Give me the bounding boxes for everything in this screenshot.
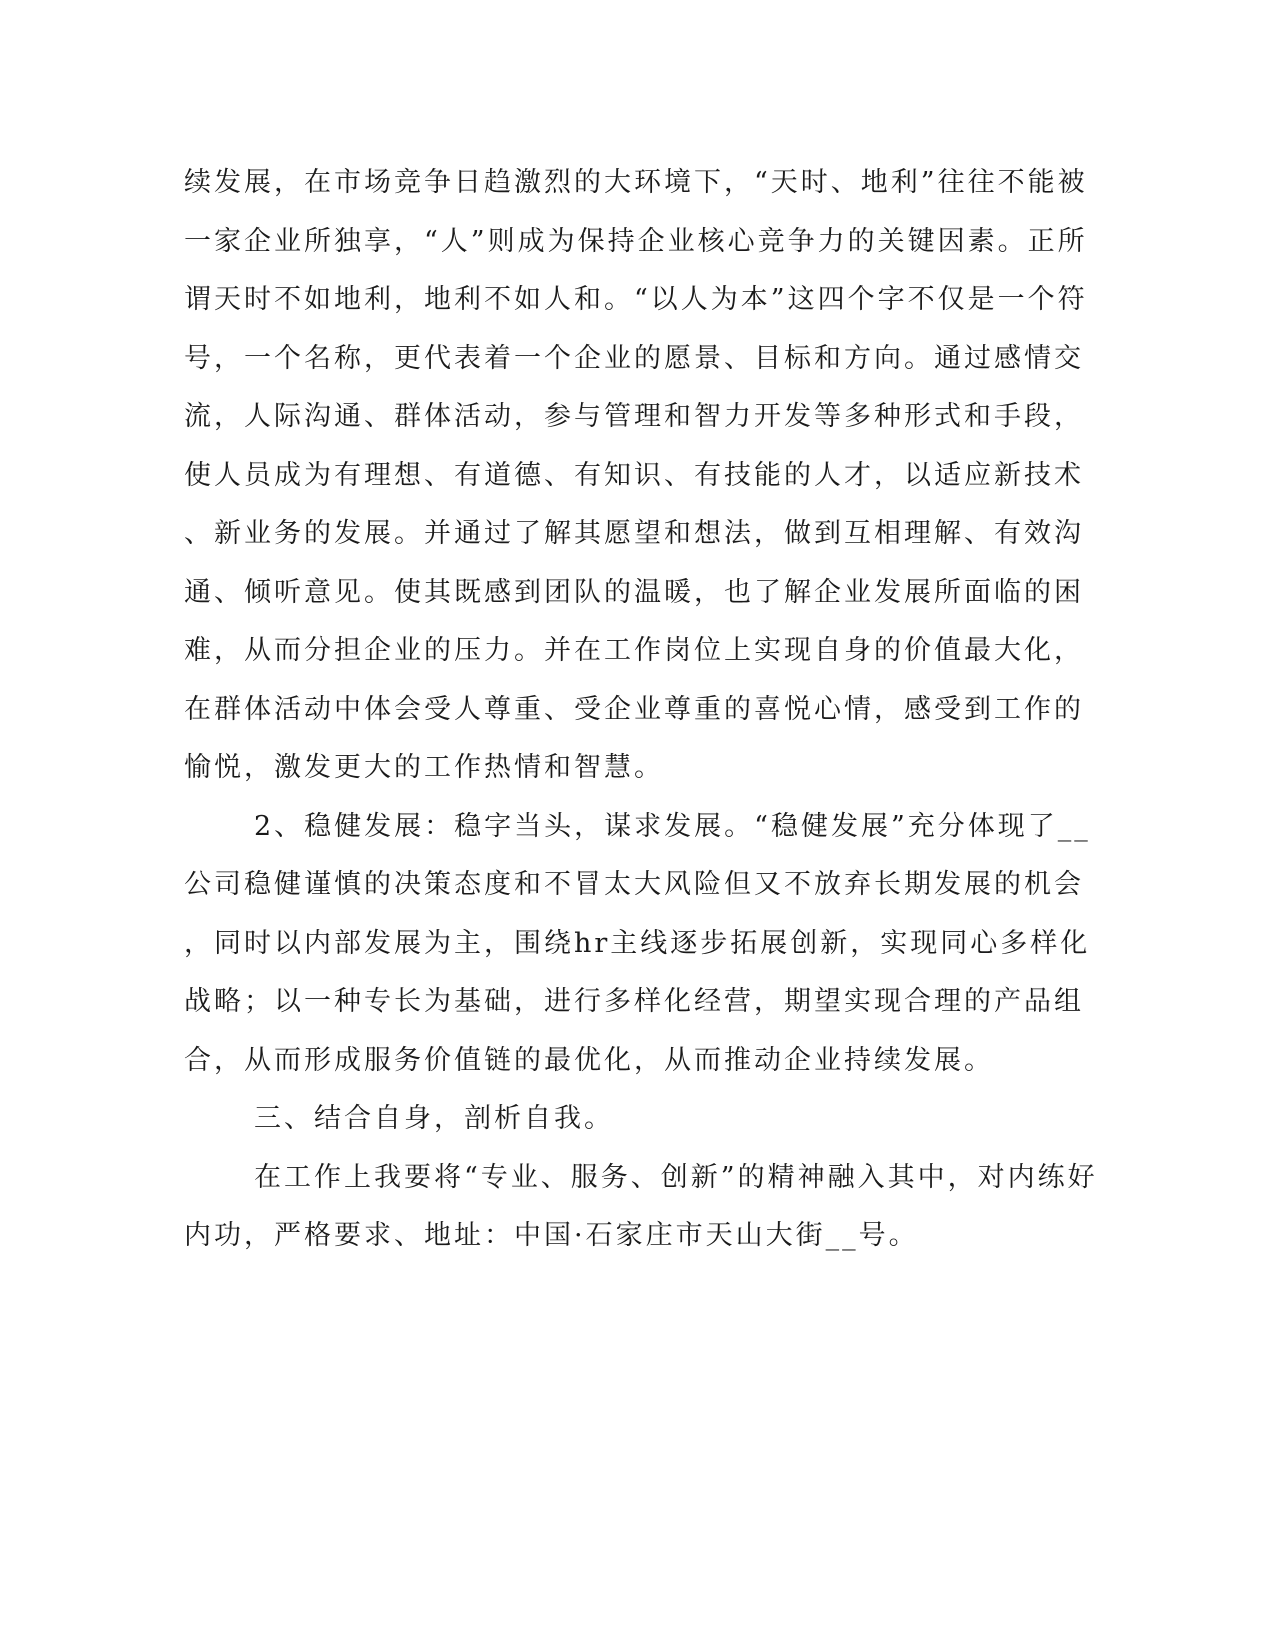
document-body [184,154,1098,1266]
text-line-indented: 在工作上我要将“专业、服务、创新”的精神融入其中，对内练好 [254,1161,1098,1193]
text-line: 愉悦，激发更大的工作热情和智慧。 [184,752,664,783]
paragraph-steady-development [184,798,1091,1091]
text-line: 合，从而形成服务价值链的最优化，从而推动企业持续发展。 [184,1044,994,1076]
paragraph-people-oriented [184,154,1088,798]
section-heading-self-analysis [184,1090,1034,1149]
text-line: 通、倾听意见。使其既感到团队的温暖，也了解企业发展所面临的困 [184,576,1084,608]
text-line: 在群体活动中体会受人尊重、受企业尊重的喜悦心情，感受到工作的 [184,693,1084,725]
text-line: 内功，严格要求、地址：中国·石家庄市天山大街__号。 [184,1220,919,1251]
text-line: 一家企业所独享，“人”则成为保持企业核心竞争力的关键因素。正所 [184,225,1088,257]
text-line: 流，人际沟通、群体活动，参与管理和智力开发等多种形式和手段， [184,401,1084,432]
text-line: 续发展，在市场竞争日趋激烈的大环境下，“天时、地利”往往不能被 [184,167,1088,198]
heading-line: 三、结合自身，剖析自我。 [254,1103,614,1134]
text-line: 战略；以一种专长为基础，进行多样化经营，期望实现合理的产品组 [184,986,1084,1017]
text-line: ，同时以内部发展为主，围绕hr主线逐步拓展创新，实现同心多样化 [184,927,1091,959]
text-line: 号，一个名称，更代表着一个企业的愿景、目标和方向。通过感情交 [184,342,1084,374]
text-line: 难，从而分担企业的压力。并在工作岗位上实现自身的价值最大化， [184,635,1084,666]
paragraph-work-spirit [184,1149,1098,1266]
text-line-indented: 2、稳健发展：稳字当头，谋求发展。“稳健发展”充分体现了__ [254,810,1091,842]
text-line: 、新业务的发展。并通过了解其愿望和想法，做到互相理解、有效沟 [184,518,1084,549]
text-line: 使人员成为有理想、有道德、有知识、有技能的人才，以适应新技术 [184,459,1084,491]
text-line: 谓天时不如地利，地利不如人和。“以人为本”这四个字不仅是一个符 [184,284,1088,315]
text-line: 公司稳健谨慎的决策态度和不冒太大风险但又不放弃长期发展的机会 [184,869,1084,900]
